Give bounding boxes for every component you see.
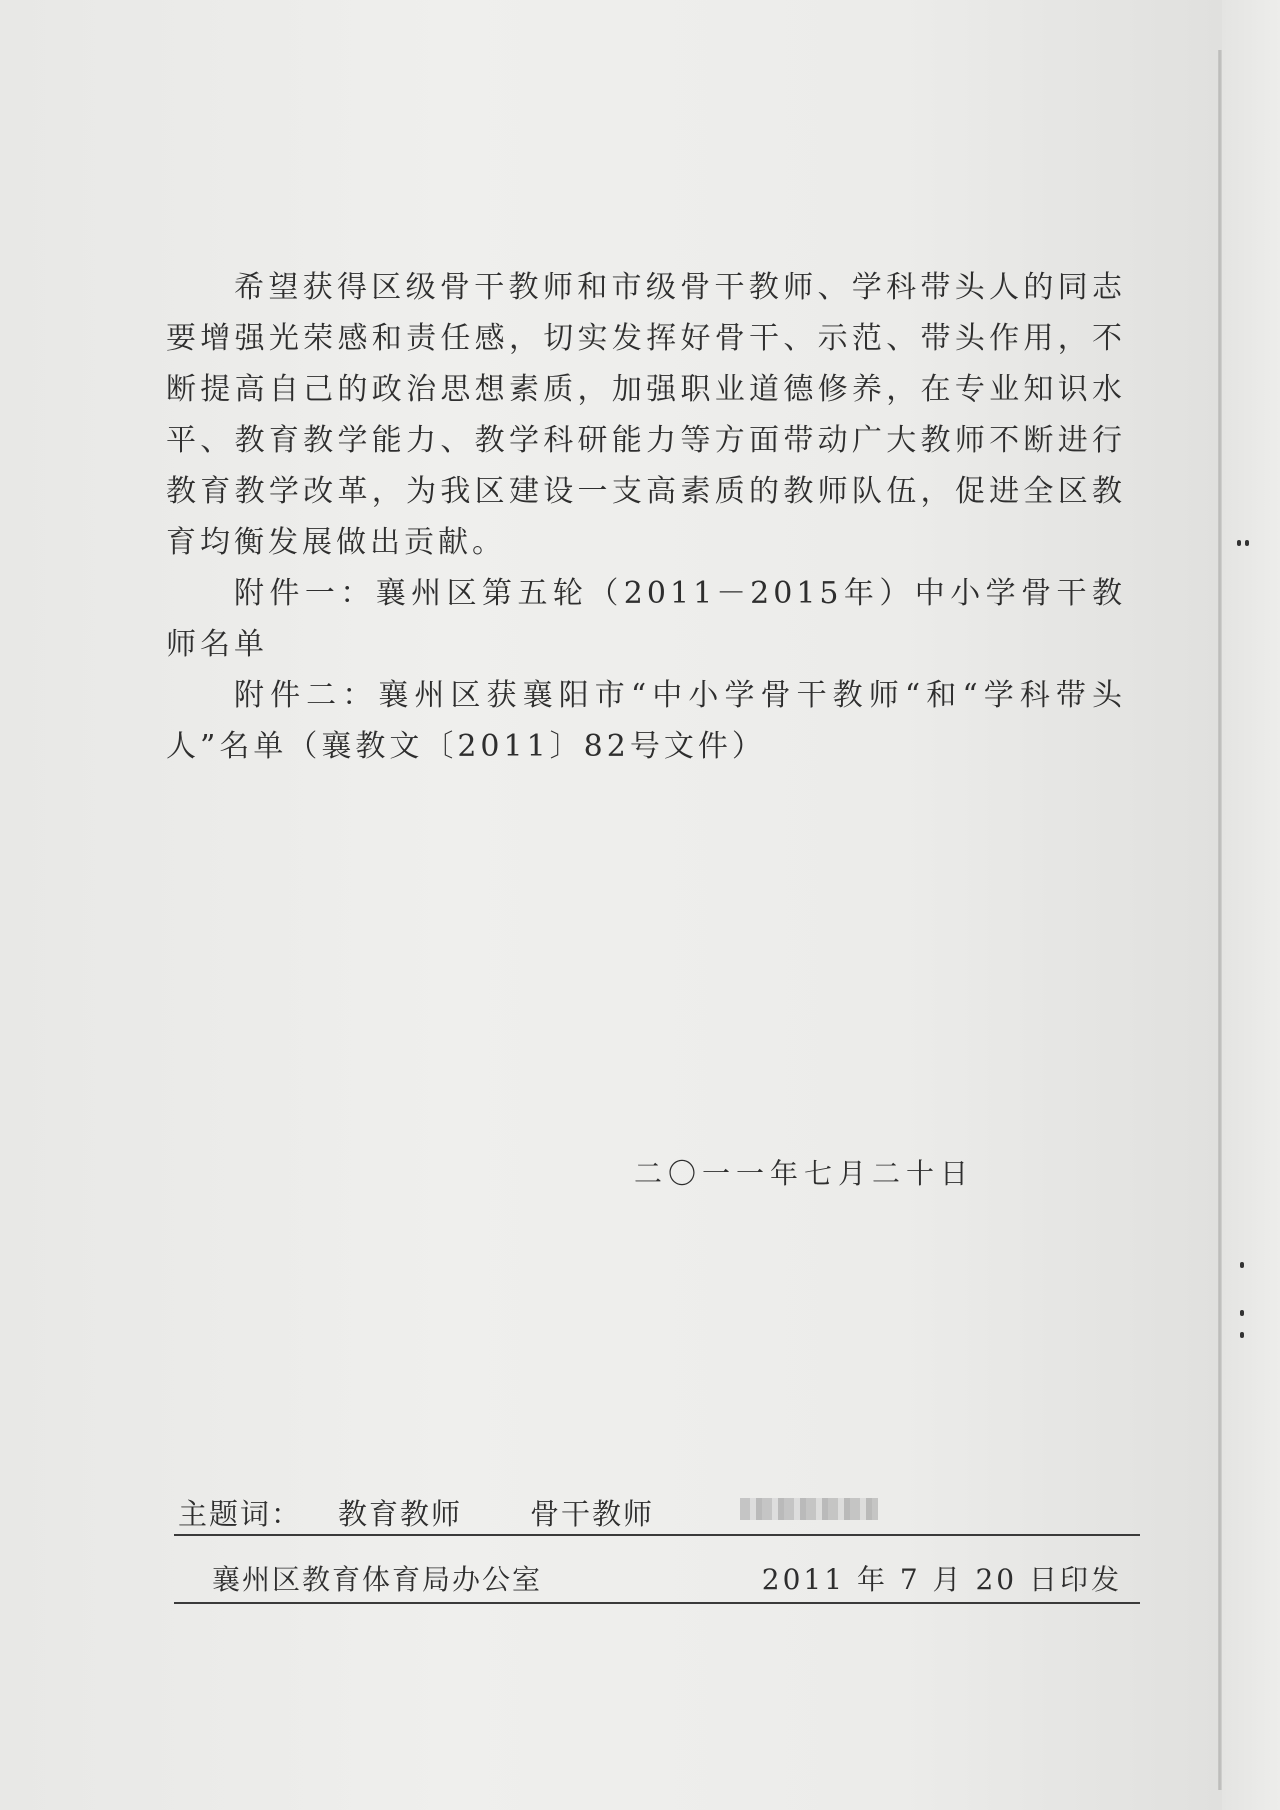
binding-mark xyxy=(1237,540,1241,546)
page-edge xyxy=(1222,0,1280,1810)
keyword-item: 教育教师 xyxy=(338,1497,463,1531)
document-body xyxy=(166,262,1126,772)
redacted-keyword xyxy=(740,1498,878,1520)
document-date: 二〇一一年七月二十日 xyxy=(634,1157,975,1190)
page-fold-line xyxy=(1218,50,1222,1790)
keywords-row xyxy=(174,1492,1140,1536)
binding-mark xyxy=(1240,1332,1244,1338)
issuing-office: 襄州区教育体育局办公室 xyxy=(212,1563,543,1596)
issue-date: 2011 年 7 月 20 日印发 xyxy=(761,1563,1122,1596)
keywords-label: 主题词： xyxy=(178,1497,303,1531)
keyword-item: 骨干教师 xyxy=(530,1497,655,1531)
annex-one: 附件一：襄州区第五轮（2011－2015年）中小学骨干教师名单 xyxy=(166,576,1126,662)
body-paragraph: 希望获得区级骨干教师和市级骨干教师、学科带头人的同志要增强光荣感和责任感，切实发挥好骨干、示范、带头作用，不断提高自己的政治思想素质，加强职业道德修养，在专业知识水平、教育教学能力、教学科研能力等方面带动广大教师不断进行教育教学改革，为我区建设一支高素质的教师队伍，促进全区教育均衡发展做出贡献。 xyxy=(166,270,1126,560)
binding-mark xyxy=(1240,1262,1244,1268)
annex-two: 附件二：襄州区获襄阳市“中小学骨干教师“和“学科带头人”名单（襄教文〔2011〕82号文件） xyxy=(166,678,1126,764)
binding-mark xyxy=(1240,1310,1244,1316)
binding-mark xyxy=(1245,540,1249,546)
issuance-row xyxy=(174,1558,1140,1604)
